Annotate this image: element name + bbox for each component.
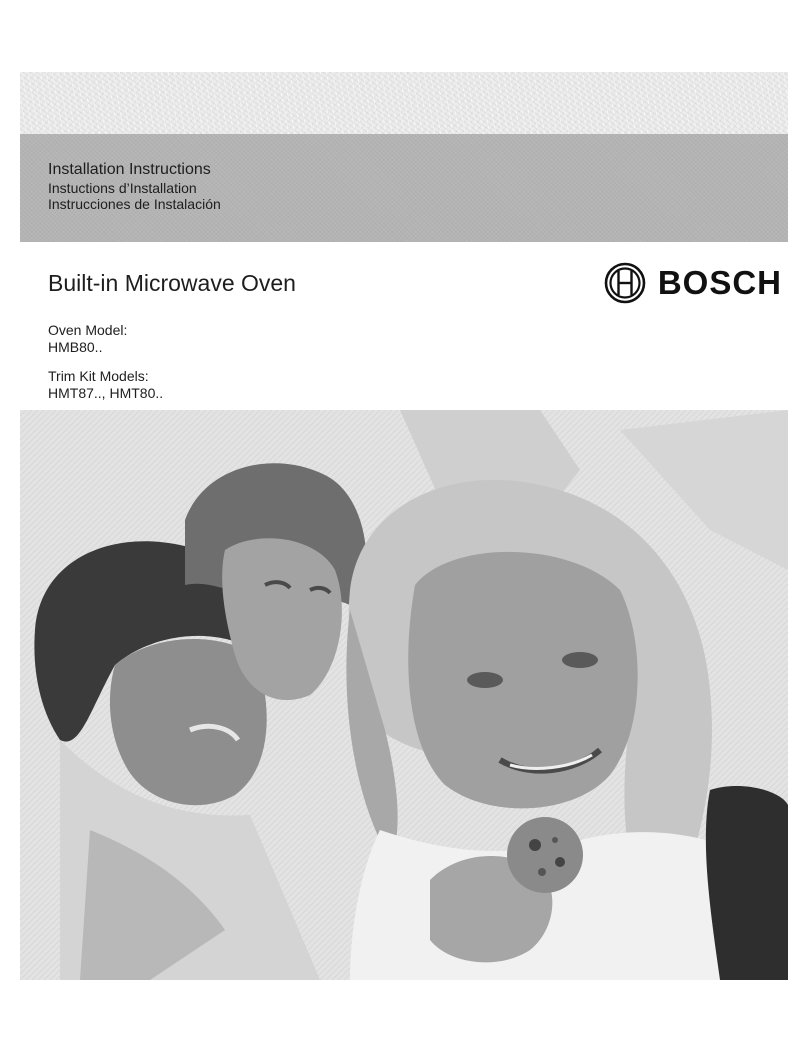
product-title: Built-in Microwave Oven [48,270,296,296]
title-band [20,134,788,242]
title-spanish: Instrucciones de Instalación [48,196,221,212]
title-english: Installation Instructions [48,161,211,178]
oven-model-block [48,322,127,356]
trim-kit-model-label: Trim Kit Models: [48,368,149,384]
oven-model-label: Oven Model: [48,322,128,338]
trim-kit-model-value: HMT87.., HMT80.. [48,385,164,401]
oven-model-value: HMB80.. [48,339,103,355]
title-french: Instuctions d’Installation [48,180,197,196]
trim-kit-model-block [48,368,163,402]
family-photo [20,410,788,980]
brand-name: BOSCH [657,264,782,301]
family-photo-illustration [20,410,788,980]
brand-logo [604,262,782,304]
decorative-texture-band [20,72,788,134]
bosch-armature-logo-icon [604,262,646,304]
